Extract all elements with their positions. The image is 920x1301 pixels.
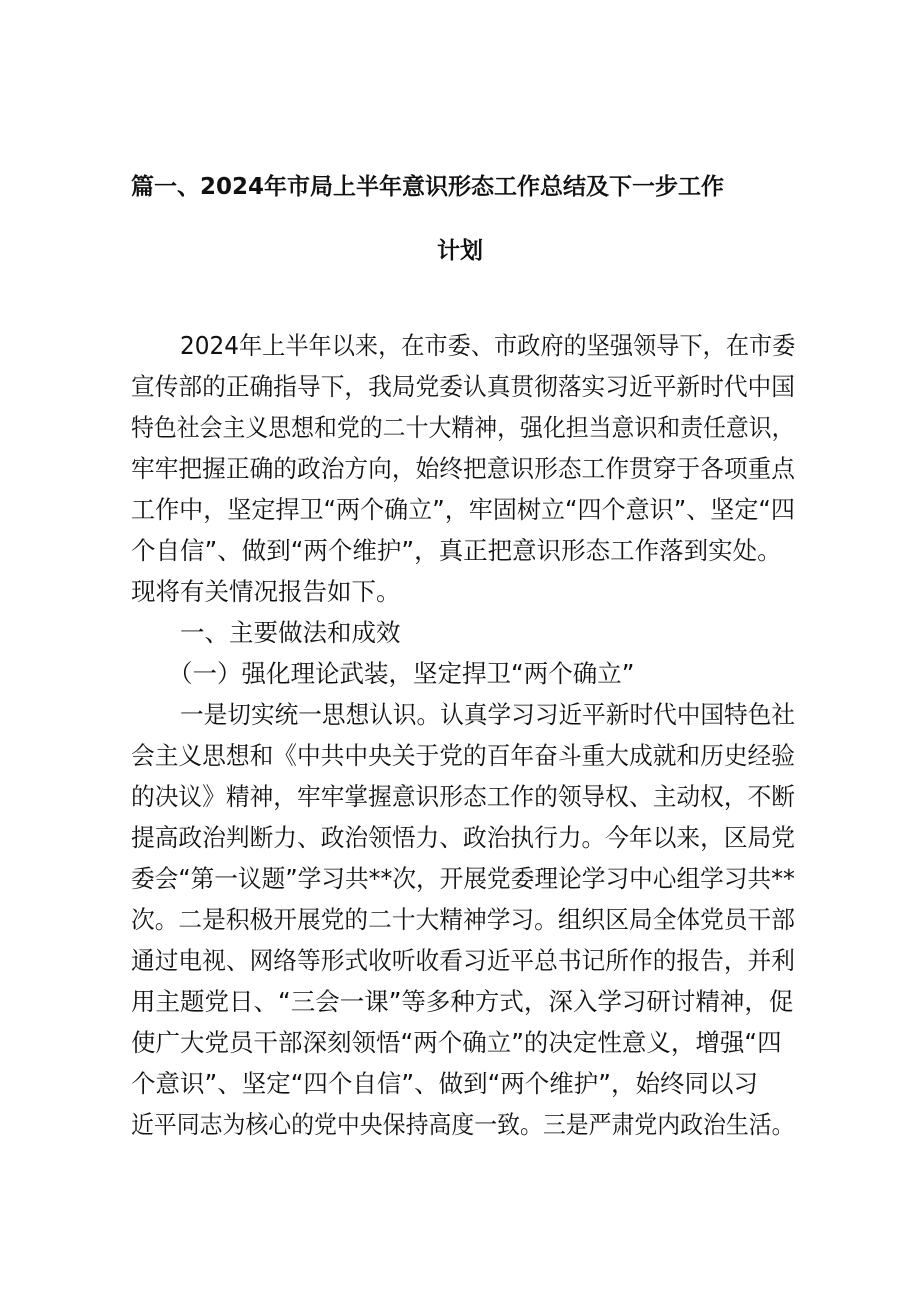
body-line-2: 宣传部的正确指导下，我局党委认真贯彻落实习近平新时代中国 <box>131 372 795 401</box>
subsection-heading-1: （一）强化理论武装，坚定捍卫“两个确立” <box>168 659 635 688</box>
body-line-15: 次。二是积极开展党的二十大精神学习。组织区局全体党员干部 <box>131 905 795 934</box>
body-line-5: 工作中，坚定捍卫“两个确立”，牢固树立“四个意识”、坚定“四 <box>131 495 795 524</box>
body-line-18: 使广大党员干部深刻领悟“两个确立”的决定性意义，增强“四 <box>131 1028 782 1057</box>
body-line-13: 提高政治判断力、政治领悟力、政治执行力。今年以来，区局党 <box>131 823 795 852</box>
body-line-11: 会主义思想和《中共中央关于党的百年奋斗重大成就和历史经验 <box>131 741 795 770</box>
body-line-14: 委会“第一议题”学习共**次，开展党委理论学习中心组学习共** <box>131 864 795 893</box>
body-line-6: 个自信”、做到“两个维护”，真正把意识形态工作落到实处。 <box>131 536 782 565</box>
section-heading-1: 一、主要做法和成效 <box>180 618 401 647</box>
body-line-19: 个意识”、坚定“四个自信”、做到“两个维护”，始终同以习 <box>131 1069 758 1098</box>
body-line-20: 近平同志为核心的党中央保持高度一致。三是严肃党内政治生活。 <box>131 1110 795 1139</box>
body-line-10: 一是切实统一思想认识。认真学习习近平新时代中国特色社 <box>180 700 796 729</box>
body-line-17: 用主题党日、“三会一课”等多种方式，深入学习研讨精神，促 <box>131 987 794 1016</box>
document-title-line-1: 篇一、2024年市局上半年意识形态工作总结及下一步工作 <box>131 174 725 200</box>
body-line-4: 牢牢把握正确的政治方向，始终把意识形态工作贯穿于各项重点 <box>131 454 795 483</box>
document-title-line-2: 计划 <box>437 238 483 264</box>
body-line-7: 现将有关情况报告如下。 <box>131 577 401 606</box>
body-line-16: 通过电视、网络等形式收听收看习近平总书记所作的报告，并利 <box>131 946 795 975</box>
body-line-3: 特色社会主义思想和党的二十大精神，强化担当意识和责任意识， <box>131 413 795 442</box>
body-line-1: 2024年上半年以来，在市委、市政府的坚强领导下，在市委 <box>180 331 796 360</box>
body-line-12: 的决议》精神，牢牢掌握意识形态工作的领导权、主动权，不断 <box>131 782 795 811</box>
